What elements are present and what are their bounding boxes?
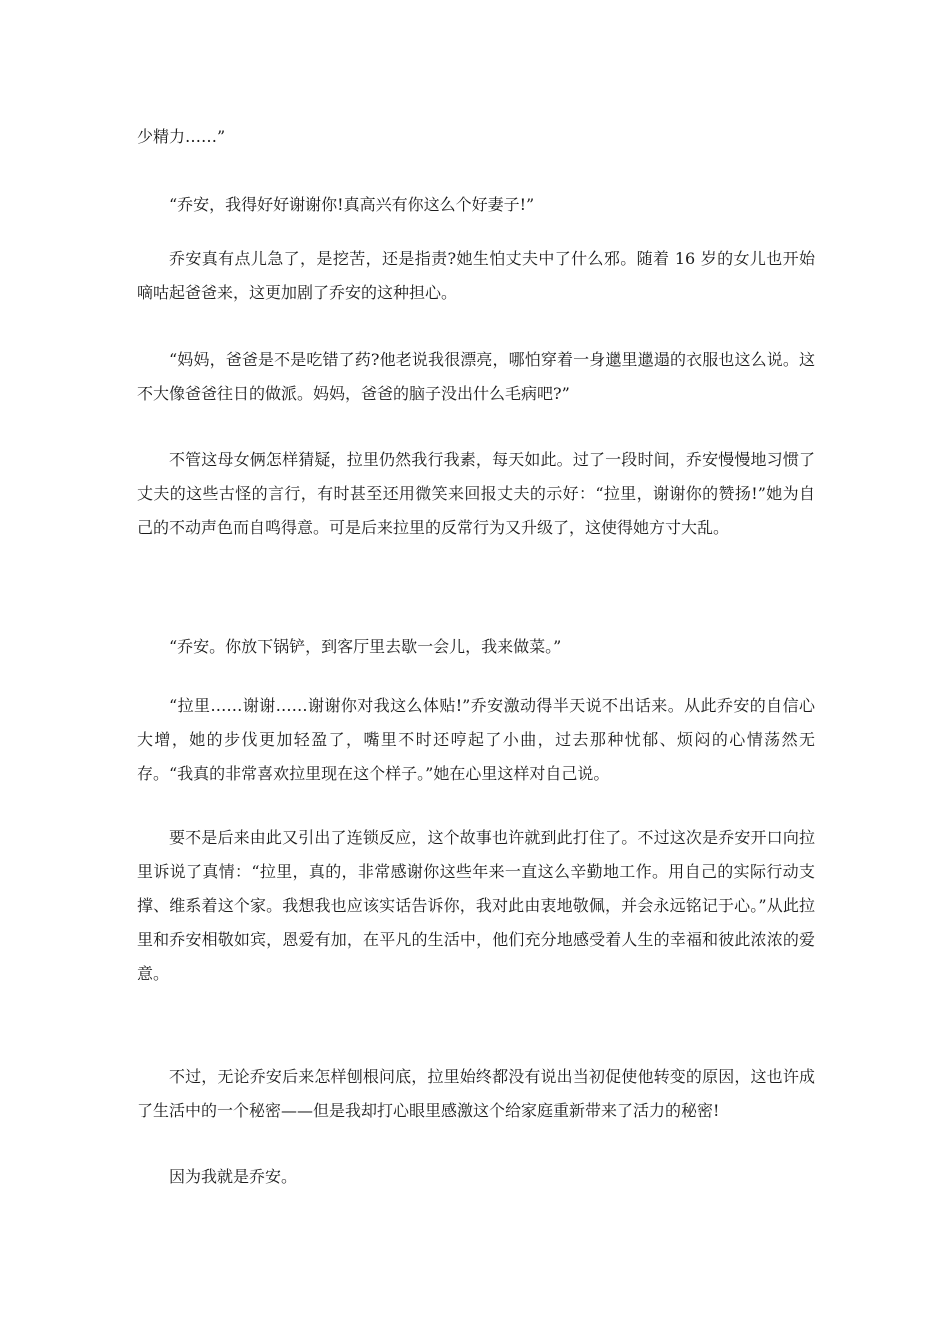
paragraph-text: “乔安。你放下锅铲，到客厅里去歇一会儿，我来做菜。” — [169, 637, 562, 656]
paragraph-text: “妈妈，爸爸是不是吃错了药?他老说我很漂亮，哪怕穿着一身邋里邋遢的衣服也这么说。这不大像爸爸往日的做派。妈妈，爸爸的脑子没出什么毛病吧?” — [137, 350, 815, 403]
paragraph-text: 因为我就是乔安。 — [169, 1167, 298, 1186]
paragraph-10 — [137, 1160, 815, 1194]
paragraph-text: “拉里……谢谢……谢谢你对我这么体贴!”乔安激动得半天说不出话来。从此乔安的自信心大增，她的步伐更加轻盈了，嘴里不时还哼起了小曲，过去那种忧郁、烦闷的心情荡然无存。“我真的非常喜欢拉里现在这个样子。”她在心里这样对自己说。 — [137, 696, 815, 783]
paragraph-text: “乔安，我得好好谢谢你!真高兴有你这么个好妻子!” — [169, 195, 535, 214]
paragraph-8 — [137, 821, 815, 991]
paragraph-7 — [137, 689, 815, 791]
paragraph-text: 不管这母女俩怎样猜疑，拉里仍然我行我素，每天如此。过了一段时间，乔安慢慢地习惯了丈夫的这些古怪的言行，有时甚至还用微笑来回报丈夫的示好：“拉里，谢谢你的赞扬!”她为自己的不动声色而自鸣得意。可是后来拉里的反常行为又升级了，这使得她方寸大乱。 — [137, 450, 815, 537]
paragraph-9 — [137, 1060, 815, 1128]
paragraph-1 — [137, 120, 815, 154]
paragraph-text: 少精力……” — [137, 127, 226, 146]
paragraph-3 — [137, 242, 815, 310]
paragraph-text: 不过，无论乔安后来怎样刨根问底，拉里始终都没有说出当初促使他转变的原因，这也许成了生活中的一个秘密——但是我却打心眼里感激这个给家庭重新带来了活力的秘密! — [137, 1067, 815, 1120]
paragraph-6 — [137, 630, 815, 664]
paragraph-4 — [137, 343, 815, 411]
paragraph-text: 要不是后来由此又引出了连锁反应，这个故事也许就到此打住了。不过这次是乔安开口向拉里诉说了真情：“拉里，真的，非常感谢你这些年来一直这么辛勤地工作。用自己的实际行动支撑、维系着这个家。我想我也应该实话告诉你，我对此由衷地敬佩，并会永远铭记于心。”从此拉里和乔安相敬如宾，恩爱有加，在平凡的生活中，他们充分地感受着人生的幸福和彼此浓浓的爱意。 — [137, 828, 815, 983]
paragraph-5 — [137, 443, 815, 545]
paragraph-text: 乔安真有点儿急了，是挖苦，还是指责?她生怕丈夫中了什么邪。随着 16 岁的女儿也开始嘀咕起爸爸来，这更加剧了乔安的这种担心。 — [137, 249, 815, 302]
paragraph-2 — [137, 188, 815, 222]
